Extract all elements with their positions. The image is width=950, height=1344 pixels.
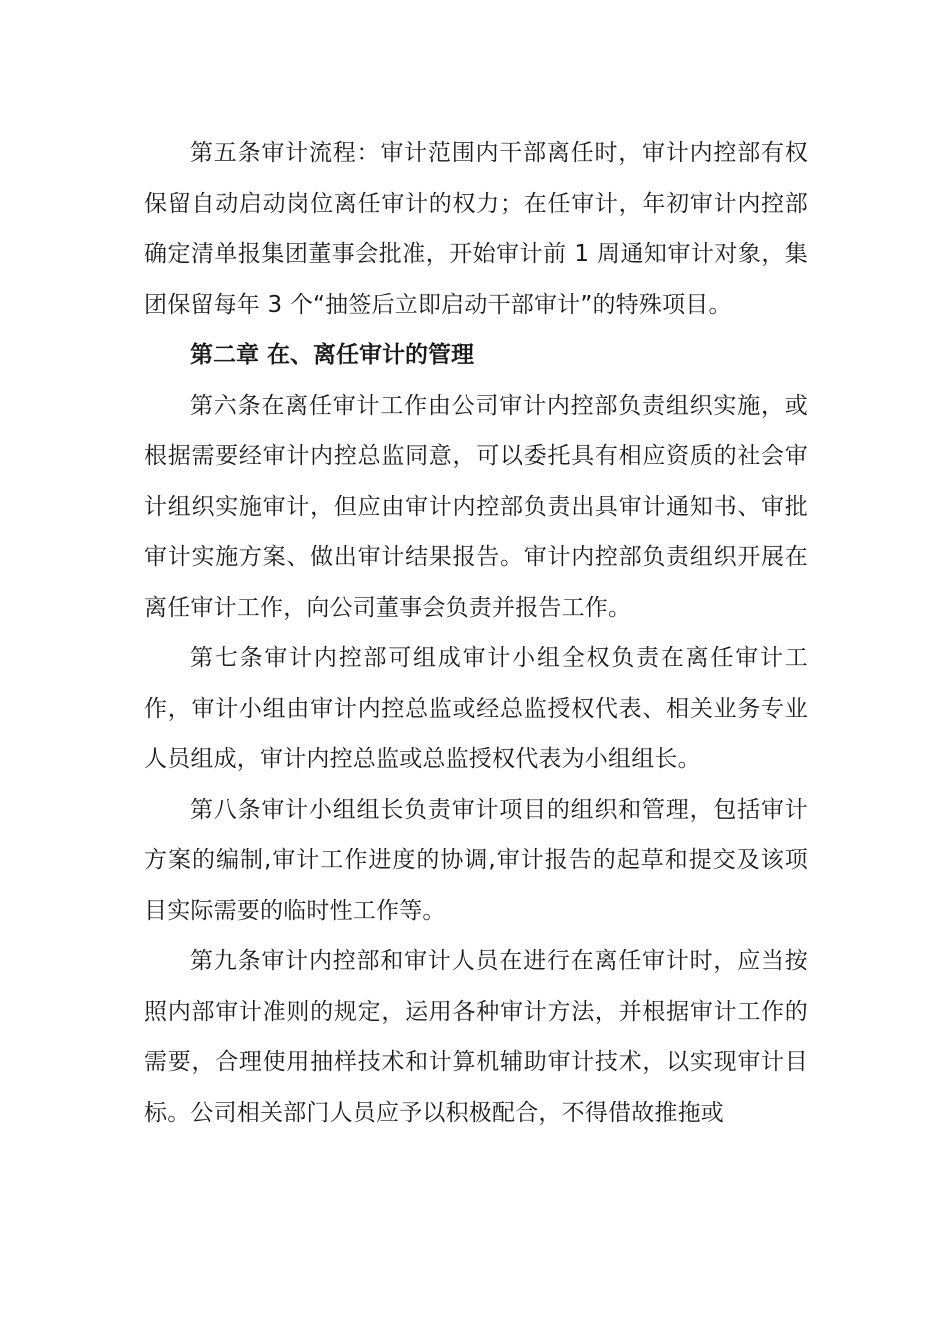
article-5-paragraph: 第五条审计流程：审计范围内干部离任时，审计内控部有权保留自动启动岗位离任审计的权力；在任审计，年初审计内控部确定清单报集团董事会批准，开始审计前 1 周通知审计对象，集团保留每年 3 个“抽签后立即启动干部审计”的特殊项目。 bbox=[144, 140, 808, 318]
chapter-2-heading: 第二章 在、离任审计的管理 bbox=[190, 342, 475, 368]
article-9-paragraph: 第九条审计内控部和审计人员在进行在离任审计时，应当按照内部审计准则的规定，运用各种审计方法，并根据审计工作的需要，合理使用抽样技术和计算机辅助审计技术，以实现审计目标。公司相关部门人员应予以积极配合，不得借故推拖或 bbox=[144, 948, 808, 1126]
article-7-paragraph: 第七条审计内控部可组成审计小组全权负责在离任审计工作，审计小组由审计内控总监或经总监授权代表、相关业务专业人员组成，审计内控总监或总监授权代表为小组组长。 bbox=[144, 645, 808, 772]
document-body bbox=[144, 128, 808, 1138]
article-6-paragraph: 第六条在离任审计工作由公司审计内控部负责组织实施，或根据需要经审计内控总监同意，可以委托具有相应资质的社会审计组织实施审计，但应由审计内控部负责出具审计通知书、审批审计实施方案、做出审计结果报告。审计内控部负责组织开展在离任审计工作，向公司董事会负责并报告工作。 bbox=[144, 392, 808, 621]
article-8-paragraph: 第八条审计小组组长负责审计项目的组织和管理，包括审计方案的编制,审计工作进度的协调,审计报告的起草和提交及该项目实际需要的临时性工作等。 bbox=[144, 796, 808, 924]
